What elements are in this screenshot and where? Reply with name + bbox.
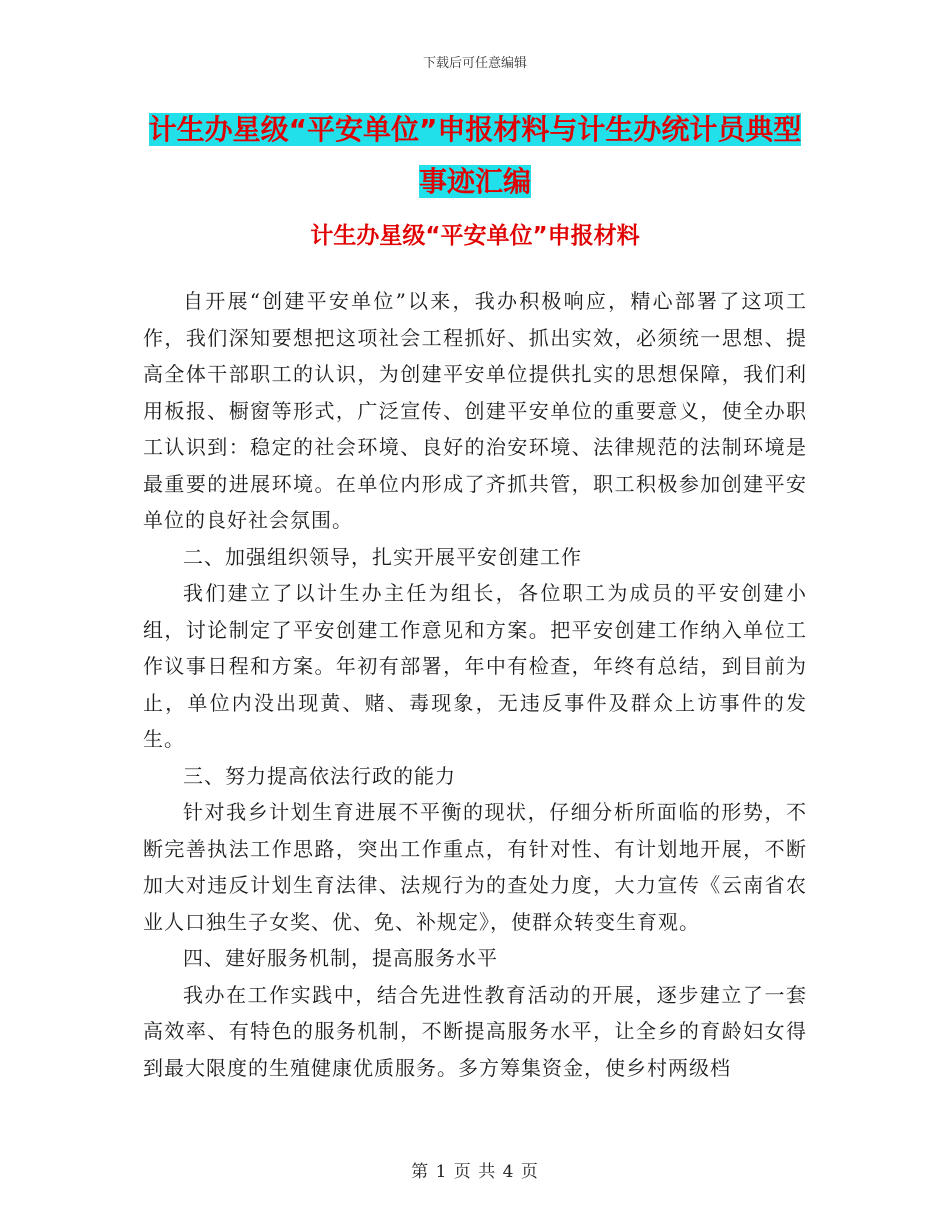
section-heading: 四、建好服务机制，提高服务水平 [183, 946, 498, 970]
document-title [140, 104, 810, 208]
paragraph: 我们建立了以计生办主任为组长，各位职工为成员的平安创建小组，讨论制定了平安创建工作意见和方案。把平安创建工作纳入单位工作议事日程和方案。年初有部署，年中有检查，年终有总结，到目前为止，单位内没出现黄、赌、毒现象，无违反事件及群众上访事件的发生。 [143, 581, 807, 751]
paragraph: 我办在工作实践中，结合先进性教育活动的开展，逐步建立了一套高效率、有特色的服务机制，不断提高服务水平，让全乡的育龄妇女得到最大限度的生殖健康优质服务。多方筹集资金，使乡村两级档 [143, 982, 807, 1080]
section-heading: 三、努力提高依法行政的能力 [183, 763, 456, 788]
document-title-text: 计生办星级“平安单位”申报材料与计生办统计员典型事迹汇编 [148, 113, 802, 198]
section-title: 计生办星级“平安单位”申报材料 [310, 223, 640, 249]
paragraph: 自开展“创建平安单位”以来，我办积极响应，精心部署了这项工作，我们深知要想把这项社会工程抓好、抓出实效，必须统一思想、提高全体干部职工的认识，为创建平安单位提供扎实的思想保障，我们利用板报、橱窗等形式，广泛宣传、创建平安单位的重要意义，使全办职工认识到：稳定的社会环境、良好的治安环境、法律规范的法制环境是最重要的进展环境。在单位内形成了齐抓共管，职工积极参加创建平安单位的良好社会氛围。 [143, 289, 807, 532]
header-note: 下载后可任意编辑 [422, 56, 527, 71]
page-number: 第 1 页 共 4 页 [411, 1162, 539, 1182]
section-heading: 二、加强组织领导，扎实开展平安创建工作 [183, 544, 582, 569]
paragraph: 针对我乡计划生育进展不平衡的现状，仔细分析所面临的形势，不断完善执法工作思路，突出工作重点，有针对性、有计划地开展，不断加大对违反计划生育法律、法规行为的查处力度，大力宣传《云南省农业人口独生子女奖、优、免、补规定》，使群众转变生育观。 [143, 800, 807, 934]
body-text [143, 283, 807, 1086]
